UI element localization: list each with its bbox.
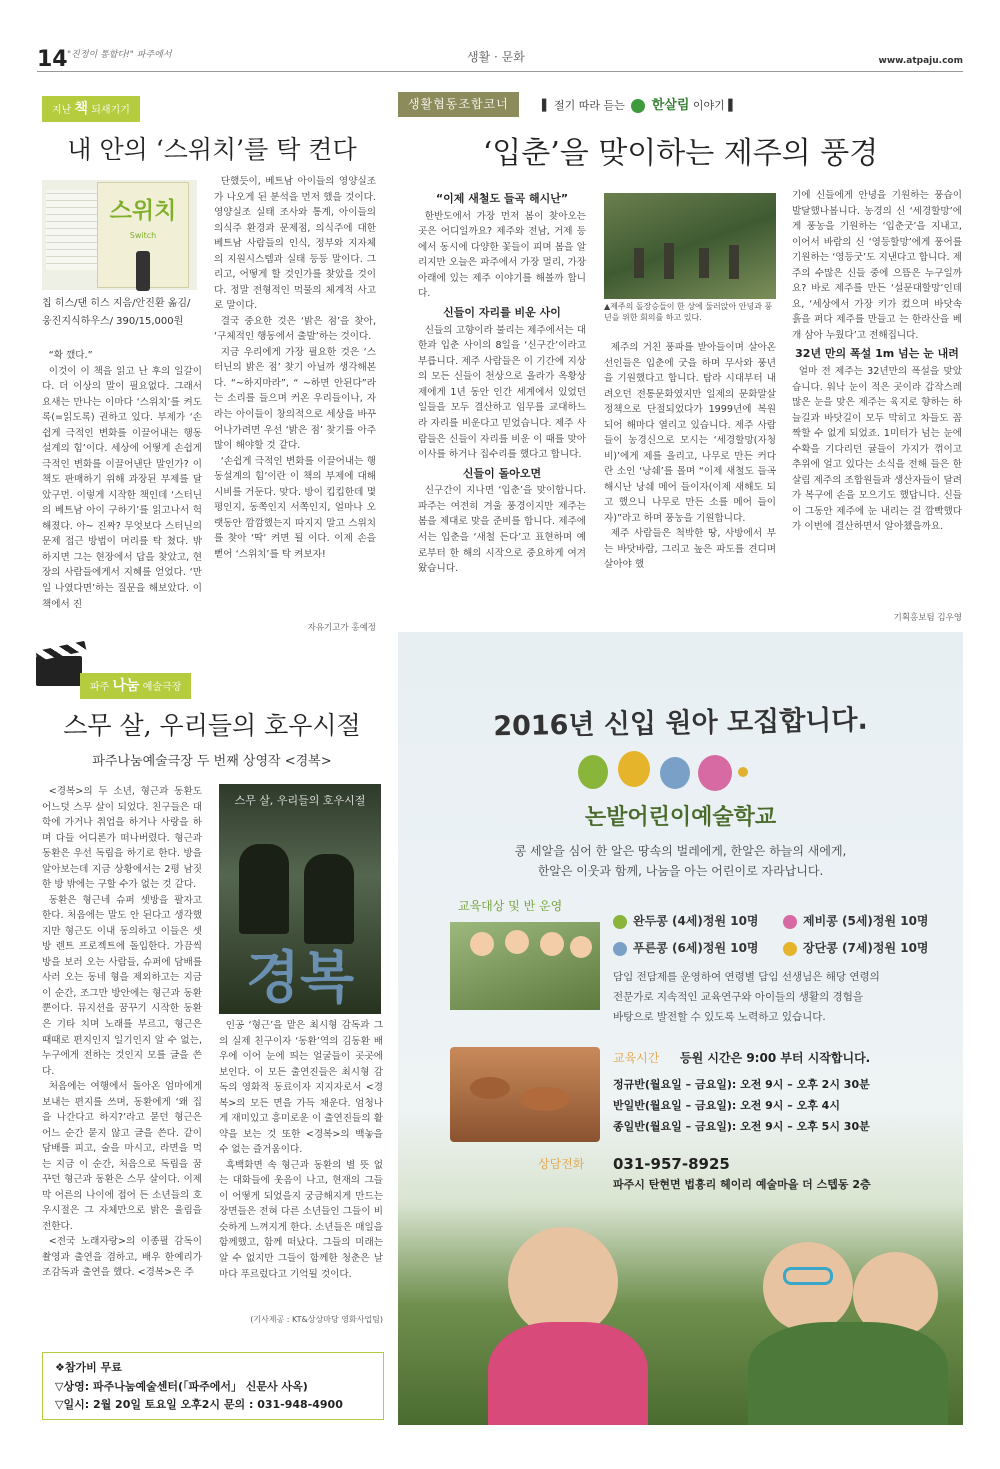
class-item: 푸른콩 (6세)정원 10명 [633,941,759,956]
site-url[interactable]: www.atpaju.com [878,56,963,66]
class-label: 교육대상 및 반 운영 [458,899,563,913]
theater-p: <전국 노래자랑>의 이종필 감독이 촬영과 출연을 겸하고, 배우 한예리가 조감독과 출연을 했다. <경복>은 주 [42,1236,202,1279]
coop-p: 제주의 거친 풍파를 받아들이며 살아온 선인들은 입춘에 굿을 하며 무사와 풍년을 기원했다고 합니다. 탐라 시대부터 내려오던 전통문화였지만 일제의 문화말살 정책으로 단절되었다가 1999년에 복원되어 해마다 열리고 있습니다. 제주 사람들이 농경신으로 모시는 ‘세경할망(자청비)’에게 제를 올리고, 나무로 만든 커다란 소인 ‘낭쉐’를 몰며 “이제 새철도 들곡 해시난 낭쉐 메어 들이자(이제 새해도 되고 했으니 나무로 만든 소를 메어 들이자)”라고 하며 풍농을 기원합니다. [604,342,776,524]
book-p: 결국 중요한 것은 ‘밝은 점’을 찾아, ‘구체적인 행동에서 출발’하는 것이다. [214,315,376,343]
hansalim-logo-icon [631,99,645,113]
swallow-class [783,912,929,931]
theater-tag-highlight: 나눔 [112,678,140,694]
page-header [37,40,963,72]
blue-class [613,939,773,958]
poster-title: 스무 살, 우리들의 호우시절 [234,794,366,807]
book-col-1 [42,348,202,612]
ad-slogan-2: 한알은 이웃과 함께, 나눔을 아는 어린이로 자라납니다. [537,864,824,878]
time-item: 종일반(월요일 – 금요일): 오전 9시 – 오후 5시 30분 [613,1119,870,1133]
book-tag-suffix: 되새기기 [91,105,130,116]
book-tag [42,96,140,122]
book-p: ‘손쉽게 극적인 변화를 이끌어내는 행동설계의 힘’이란 이 책의 부제에 대해 시비를 거둔다. 맞다. 방이 킵킵한데 몇 평인지, 동쪽인지 서쪽인지, 얼마나 오랫동안 깜깜했는지 따지지 말고 스위치를 찾아 ‘딱’ 켜면 될 이다. 이제 손을 뻗어 ‘스위치’를 탁 켜보자! [214,455,376,560]
class-list [613,912,943,958]
book-cover [42,180,197,290]
class-item: 장단콩 (7세)정원 10명 [803,941,929,956]
book-p: 이것이 이 책을 읽고 난 후의 일갈이다. 더 이상의 말이 필요없다. 그래서 요새는 만나는 이마다 ‘스위치’를 켜도록(=읽도록) 권하고 있다. 부제가 ‘손쉽게 극적인 변화를 이끌어내는 행동설계의 힘’이다. 세상에 어떻게 손쉽게 극적인 변화를 이끌어낸단 말인가? 이 책도 판매하기 위해 과장된 부제를 달았구먼. 이렇게 시작한 책인데 ‘스터닌의 베트남 아이 구하기’를 읽고나서 헉 해졌다. 아~ 진짜? 무엇보다 스터닌의 문제 접근 방법이 머리를 탁 쳤다. 밖하지면 그는 현장에서 답을 찾았고, 현장의 사람들에게서 지혜를 얻었다. ‘만일 나였다면’하는 질문을 해보았다. 이 책에서 진 [42,365,202,610]
desc-line: 전문가로 지속적인 교육연구와 아이들의 생활의 경험을 [613,990,863,1003]
book-p: 단했듯이, 베트남 아이들의 영양실조가 나오게 된 분석을 먼저 했을 것이다. 영양실조 실태 조사와 통계, 아이들의 의식주 환경과 문제점, 의식주에 대한 베트남 사람들의 인식, 정부와 지자체의 지원시스템과 실태 등등 말이다. 그리고, 어떻게 할 것인가를 찾았을 것이다. 정말 전형적인 먹물의 체계적 사고로 말이다. [214,176,376,312]
event-fee: ❖참가비 무료 [55,1361,122,1374]
book-front [97,182,189,288]
bean-icon [783,942,797,956]
theater-credit: (기사제공 : KT&상상마당 영화사업팀) [250,1315,383,1324]
coop-heading-2: 신들이 자리를 비운 사이 [443,306,561,319]
book-author: 자유기고가 홍예정 [307,623,376,633]
book-p: “확 깼다.” [48,350,93,361]
theater-tag-suffix: 예술극장 [142,682,182,693]
poster-figure [239,844,289,934]
coop-col-1 [418,188,586,577]
coop-heading-4: 32년 만의 폭설 1m 넘는 눈 내려 [795,347,959,361]
desc-line: 담임 전담제를 운영하여 연령별 담임 선생님은 해당 연령의 [613,971,880,983]
book-p: 지금 우리에게 가장 필요한 것은 ‘스터닌의 밝은 점’ 찾기 아닐까 생각해본다. “~하지마라”, “ ~하면 안된다”라는 소리를 들으며 커온 우리들이나, 자라는 아이들이 창의적으로 세상을 바꾸어나가려면 우선 ‘밝은 점’ 찾기를 아주 많이 해야할 것 같다. [214,346,376,452]
section-name: 생활 · 문화 [467,50,525,64]
time-item: 반일반(월요일 – 금요일): 오전 9시 – 오후 4시 [613,1098,840,1112]
book-tag-highlight: 책 [74,101,89,117]
book-cover-title: 스위치 [109,198,177,224]
time-item: 정규반(월요일 – 금요일): 오전 9시 – 오후 2시 30분 [613,1078,870,1091]
kids-photo [398,1212,963,1425]
jangdan-class [783,939,929,958]
school-logo-icon [578,747,788,797]
theater-p: 처음에는 여행에서 돌아온 엄마에게 보내는 편지를 쓰며, 동환에게 ‘왜 집을 나간다고 하지?’라고 묻던 형근은 어느 순간 묻지 않고 글을 쓴다. 같이 담배를 피고, 술을 마시고, 라면을 먹는 지금 이 순간, 처음으로 독립을 꿈꾸던 형근과 동환은 스무 살이다. 이제 막 어른의 나이에 접어 든 소년들의 호우시절은 그 자체만으로 밝은 울림을 전한다. [42,1081,202,1232]
class-description [613,968,953,1028]
coop-heading-3: 신들이 돌아오면 [462,466,542,480]
coop-p: 한반도에서 가장 먼저 봄이 찾아오는 곳은 어디일까요? 제주와 전남, 거제 등에서 동시에 다양한 꽃들이 피며 봄을 알리지만 오늘은 파주에서 가장 멀리, 가장 아래에 있는 제주 이야기를 해볼까 합니다. [418,210,586,300]
paper-name: "진정이 통합다!" 파주에서 [67,50,172,60]
time-label: 교육시간 [613,1051,660,1065]
desc-line: 바탕으로 발전할 수 있도록 노력하고 있습니다. [613,1010,826,1023]
theater-p: <경복>의 두 소년, 형근과 동환도 어느덧 스무 살이 되었다. 친구들은 대학에 가거나 취업을 하거나 사랑을 하며 다들 어디론가 떠나버렸다. 형근과 동환은 우선 독립을 하기로 한다. 방을 알아보는데 지금 상황에서는 2평 남짓한 방 밖에는 구할 수가 없는 것 같다. [42,786,202,891]
time-head: 등원 시간은 9:00 부터 시작합니다. [680,1051,871,1065]
theater-subtitle: 파주나눔예술극장 두 번째 상영작 <경복> [92,754,332,769]
theater-title: 스무 살, 우리들의 호우시절 [63,711,361,740]
coop-col-3 [792,188,962,535]
coop-heading-1: “이제 새철도 들곡 해시난” [435,192,569,205]
coop-p: 신들의 고향이라 불리는 제주에서는 대한과 입춘 사이의 8일을 ‘신구간’이라고 부릅니다. 제주 사람들은 이 기간에 지상의 모든 신들이 천상으로 올라가 옥황상제에게 1년 동안 인간 세계에서 있었던 일들을 모두 결산하고 임무를 교대하느라 자리를 비운다고 믿었습니다. 제주 사람들은 신들이 자리를 비운 이 때를 맞아 이사를 하거나 집수리를 했다고 합니다. [418,324,586,461]
event-info-box [42,1352,384,1420]
theater-p: 인공 ‘형근’을 맡은 최시형 감독과 그의 실제 친구이자 ‘동환’역의 김동환 배우에 이어 눈에 띄는 얼굴들이 곳곳에 보인다. 이 모든 출연진들은 최시형 감독의 영화적 동료이자 지지자로서 <경복>의 모든 면을 가득 채운다. 엄청나게 재미있고 흥미로운 이 출연진들의 활약을 보는 것 또한 <경복>의 백놓을 수 없는 즐거움이다. [219,1020,383,1156]
school-ad [398,632,963,1425]
contact-label: 상담전화 [538,1157,585,1171]
class-item: 완두콩 (4세)정원 10명 [633,914,759,928]
pea-icon [613,915,627,929]
bean-icon [613,942,627,956]
event-time: ▽일시: 2월 20일 토요일 오후2시 문의 : 031-948-4900 [55,1398,343,1412]
book-cover-en: Switch [129,230,157,240]
coop-p: 제주 사람들은 척박한 땅, 사방에서 부는 바닷바람, 그리고 높은 파도를 견디며 살아야 했 [604,528,776,571]
coop-p: 얼마 전 제주는 32년만의 폭설을 맞았습니다. 워낙 눈이 적은 곳이라 갑작스레 많은 눈을 맞은 제주는 육지로 향하는 하늘길과 바닷길이 모두 막히고 차들도 꼼짝할 수 없게 되었죠. 1미터가 넘는 눈에 수확을 기다리던 귤들이 가지가 꺾이고 추위에 얼고 있다는 소식을 전해 들은 한살림 제주의 조합원들과 생산자들이 달려가 복구에 손을 모으기도 했답니다. 신들이 그동안 제주에 눈 내리는 걸 깜빡했다가 이번에 결산하면서 알아챘을까요. [792,366,962,533]
coop-p: 기에 신들에게 안녕을 기원하는 풍습이 발달했나봅니다. 농경의 신 ‘세경할망’에게 풍농을 기원하는 ‘입춘굿’을 지내고, 이어서 바람의 신 ‘영등할망’에게 풍어를 기원하는 ‘영등굿’도 지낸다고 합니다. 제주의 수많은 신들 중에 으뜸은 누구일까요? 바로 제주를 만든 ‘설문대할망’인데요, ‘세상에서 가장 키가 컸으며 바닷속 흙을 퍼다 제주를 만들고 는 한라산을 베개 삼아 누웠다’고 전해집니다. [792,190,962,341]
series-prefix: ▌ 절기 따라 듣는 [542,99,625,112]
book-credits: 칩 히스/댄 히스 지음/안진환 옮김/ 웅진지식하우스/ 390/15,000원 [42,298,191,327]
jeju-stone-photo [604,193,776,299]
coop-tag: 생활협동조합코너 [398,92,519,117]
theater-p: 흑백화면 속 형근과 동환의 별 뜻 없는 대화들에 웃음이 나고, 현재의 그들이 어떻게 되었을지 궁금해지게 만드는 장면들은 전혀 다른 소년들인 그들이 비슷하게 느껴지게 한다. 소년들은 매일을 함께했고, 함께 떠났다. 그들의 미래는 알 수 없지만 그들이 함께한 청춘은 날마다 푸르렀다고 기억될 것이다. [219,1159,383,1280]
coop-credit: 기획홍보팀 김우영 [893,613,962,623]
theater-p: 동환은 형근네 슈퍼 셋방을 팔자고 한다. 처음에는 말도 안 된다고 생각했지만 형근도 이내 동의하고 이들은 셋방 렌트 프로젝트에 돌입한다. 가끔씩 방을 보러 오는 사람들, 슈퍼에 담배를 사러 오는 동네 형을 제외하고는 지금 이 순간, 조그만 방안에는 형근과 동환 뿐이다. 뮤지션을 꿈꾸기 시작한 동환은 기타 치며 노래를 부르고, 형근은 때때로 편지인지 일기인지 알 수 없는, 누구에게 전하는 것인지 모를 글을 쓴다. [42,894,202,1077]
coop-p: 신구간이 지나면 ‘입춘’을 맞이합니다. 파주는 여전히 겨울 풍경이지만 제주는 봄을 제대로 맞을 준비를 합니다. 제주에서는 입춘을 ‘새철 든다’고 표현하며 예로부터 한 해의 시작으로 중요하게 여겨왔습니다. [418,485,586,575]
event-location: ▽상영: 파주나눔예술센터(「파주에서」 신문사 사옥) [55,1379,308,1393]
series-brand: 한살림 [651,98,690,113]
series-suffix: 이야기 ▌ [692,99,737,112]
book-stack [46,190,101,270]
coop-col-2 [604,340,776,573]
ad-headline: 2016년 신입 원아 모집합니다. [493,704,868,743]
book-title: 내 안의 ‘스위치’를 탁 켠다 [67,135,357,164]
school-name: 논밭어린이예술학교 [584,805,777,830]
time-list [613,1075,943,1138]
movie-poster [219,784,381,1014]
class-item: 제비콩 (5세)정원 10명 [803,914,929,928]
sweet-potato-photo [450,1047,600,1142]
theater-col-2 [219,1018,383,1282]
phone-number[interactable]: 031-957-8925 [613,1155,730,1173]
photo-caption: ▲제주의 돌장승들이 한 상에 둘러앉아 안녕과 풍년을 위한 회의를 하고 있다. [604,302,773,323]
ad-slogan-1: 콩 세알을 심어 한 알은 땅속의 벌레에게, 한알은 하늘의 새에게, [514,844,847,858]
coop-title: ‘입춘’을 맞이하는 제주의 풍경 [482,136,879,171]
theater-col-1 [42,784,202,1281]
bean-icon [783,915,797,929]
book-col-2 [214,174,376,562]
poster-big-title: 경복 [245,945,355,1011]
switch-graphic [136,251,150,291]
school-address: 파주시 탄현면 법흥리 헤이리 예술마을 더 스텝동 2층 [613,1178,871,1191]
pea-class [613,912,773,931]
poster-figure [304,854,354,944]
theater-tag [80,673,191,699]
page-number: 14 [37,47,68,72]
children-photo [450,922,600,1010]
coop-series [542,96,737,117]
book-tag-prefix: 지난 [52,105,72,116]
theater-tag-prefix: 파주 [90,682,110,693]
